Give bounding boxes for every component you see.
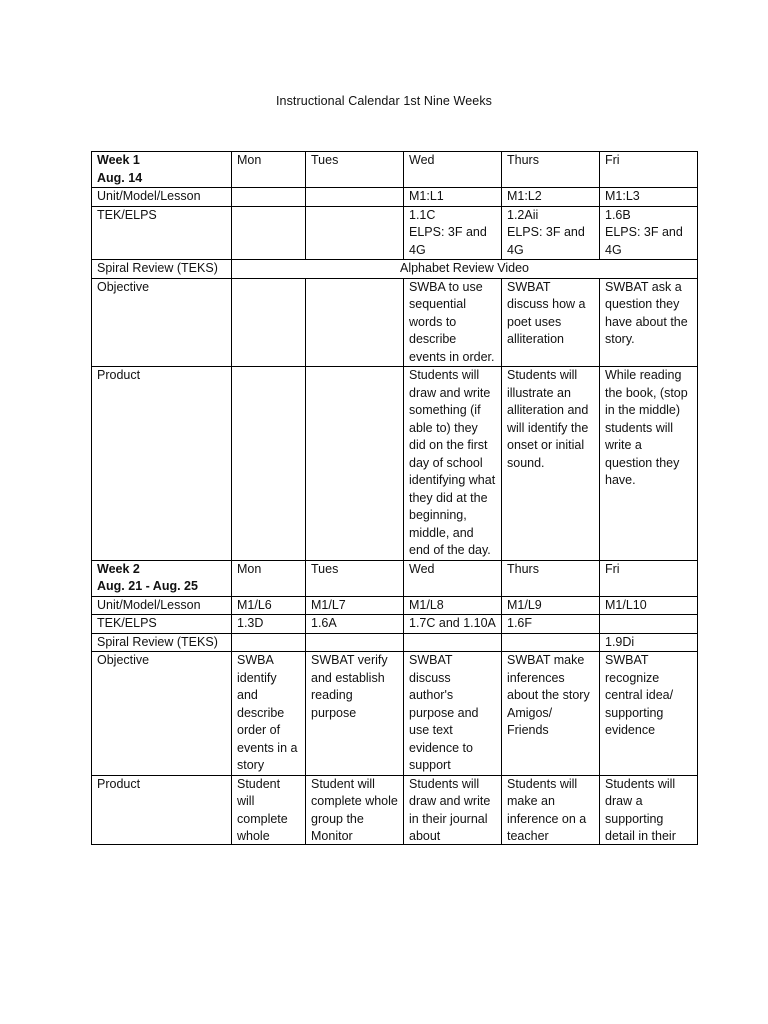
table-cell bbox=[232, 188, 306, 207]
table-cell: 1.3D bbox=[232, 615, 306, 634]
table-cell-text: Student will complete whole group the Monitor bbox=[311, 776, 398, 843]
table-cell bbox=[600, 775, 698, 844]
week1-row-objective bbox=[92, 278, 698, 367]
table-cell: M1/L6 bbox=[232, 596, 306, 615]
week2-day-header: Tues bbox=[306, 560, 404, 596]
table-cell bbox=[502, 633, 600, 652]
table-cell: SWBAT discuss how a poet uses alliteration bbox=[502, 278, 600, 367]
table-cell bbox=[232, 206, 306, 260]
week2-row-tek bbox=[92, 615, 698, 634]
table-cell-text: Students will draw and write in their journal about bbox=[409, 776, 491, 843]
table-cell: M1/L8 bbox=[404, 596, 502, 615]
week1-row-product bbox=[92, 367, 698, 561]
table-cell bbox=[232, 278, 306, 367]
table-cell: SWBAT discuss author's purpose and use text evidence to support bbox=[404, 652, 502, 776]
week1-day-header: Thurs bbox=[502, 152, 600, 188]
week2-day-header: Mon bbox=[232, 560, 306, 596]
week2-row-unit bbox=[92, 596, 698, 615]
table-cell-text: Students will draw a supporting detail in their bbox=[605, 776, 676, 843]
week1-day-header: Mon bbox=[232, 152, 306, 188]
table-cell: 1.6A bbox=[306, 615, 404, 634]
week2-date: Aug. 21 - Aug. 25 bbox=[97, 579, 198, 593]
week2-title: Week 2 bbox=[97, 561, 140, 576]
row-label: Objective bbox=[92, 278, 232, 367]
page-title: Instructional Calendar 1st Nine Weeks bbox=[275, 94, 493, 108]
table-cell bbox=[232, 367, 306, 561]
table-cell: SWBAT recognize central idea/ supporting evidence bbox=[600, 652, 698, 776]
table-cell: SWBAT make inferences about the story Amigos/ Friends bbox=[502, 652, 600, 776]
table-cell bbox=[404, 633, 502, 652]
table-cell bbox=[232, 775, 306, 844]
table-cell-text: Student will complete whole bbox=[237, 776, 288, 843]
week1-day-header: Tues bbox=[306, 152, 404, 188]
week1-row-unit bbox=[92, 188, 698, 207]
row-label: Product bbox=[92, 775, 232, 844]
row-label: TEK/ELPS bbox=[92, 615, 232, 634]
table-cell bbox=[306, 188, 404, 207]
table-cell: SWBA identify and describe order of events in a story bbox=[232, 652, 306, 776]
row-label: Spiral Review (TEKS) bbox=[92, 633, 232, 652]
table-cell: SWBAT verify and establish reading purpose bbox=[306, 652, 404, 776]
table-cell: M1/L7 bbox=[306, 596, 404, 615]
row-label: Spiral Review (TEKS) bbox=[92, 260, 232, 279]
week2-row-objective bbox=[92, 652, 698, 776]
week1-title: Week 1 bbox=[97, 153, 140, 167]
row-label: Objective bbox=[92, 652, 232, 776]
row-label: Unit/Model/Lesson bbox=[92, 596, 232, 615]
spiral-review-merged-cell: Alphabet Review Video bbox=[232, 260, 698, 279]
table-cell bbox=[502, 775, 600, 844]
row-label: TEK/ELPS bbox=[92, 206, 232, 260]
instructional-calendar-table bbox=[91, 151, 698, 845]
week2-header-row bbox=[92, 560, 698, 596]
table-cell: Students will draw and write something (if able to) they did on the first day of school identifying what they did at the beginning, middle, and end of the day. bbox=[404, 367, 502, 561]
table-cell-text: Students will make an inference on a teacher bbox=[507, 776, 587, 843]
week2-day-header: Wed bbox=[404, 560, 502, 596]
week1-row-spiral bbox=[92, 260, 698, 279]
table-cell bbox=[306, 367, 404, 561]
week1-row-tek bbox=[92, 206, 698, 260]
table-cell bbox=[306, 206, 404, 260]
week2-label bbox=[92, 560, 232, 596]
table-cell bbox=[232, 633, 306, 652]
row-label: Product bbox=[92, 367, 232, 561]
table-cell bbox=[306, 775, 404, 844]
week2-day-header: Fri bbox=[600, 560, 698, 596]
table-cell: Students will illustrate an alliteration and will identify the onset or initial sound. bbox=[502, 367, 600, 561]
week1-day-header: Wed bbox=[404, 152, 502, 188]
table-cell bbox=[306, 278, 404, 367]
week2-row-product bbox=[92, 775, 698, 844]
week1-date: Aug. 14 bbox=[97, 170, 143, 185]
week2-row-spiral bbox=[92, 633, 698, 652]
table-cell: 1.2Aii ELPS: 3F and 4G bbox=[502, 206, 600, 260]
table-cell: While reading the book, (stop in the middle) students will write a question they have. bbox=[600, 367, 698, 561]
table-cell: M1/L10 bbox=[600, 596, 698, 615]
row-label: Unit/Model/Lesson bbox=[92, 188, 232, 207]
table-cell: M1:L3 bbox=[600, 188, 698, 207]
table-cell: M1/L9 bbox=[502, 596, 600, 615]
table-cell: SWBA to use sequential words to describe events in order. bbox=[404, 278, 502, 367]
week1-day-header: Fri bbox=[600, 152, 698, 188]
week1-label bbox=[92, 152, 232, 188]
week2-day-header: Thurs bbox=[502, 560, 600, 596]
table-cell bbox=[600, 615, 698, 634]
table-cell: SWBAT ask a question they have about the story. bbox=[600, 278, 698, 367]
table-cell: 1.7C and 1.10A bbox=[404, 615, 502, 634]
table-cell bbox=[306, 633, 404, 652]
table-cell: 1.6F bbox=[502, 615, 600, 634]
table-cell: M1:L1 bbox=[404, 188, 502, 207]
week1-header-row bbox=[92, 152, 698, 188]
table-cell: 1.9Di bbox=[600, 633, 698, 652]
table-cell bbox=[404, 775, 502, 844]
table-cell: 1.6B ELPS: 3F and 4G bbox=[600, 206, 698, 260]
table-cell: 1.1C ELPS: 3F and 4G bbox=[404, 206, 502, 260]
table-cell: M1:L2 bbox=[502, 188, 600, 207]
